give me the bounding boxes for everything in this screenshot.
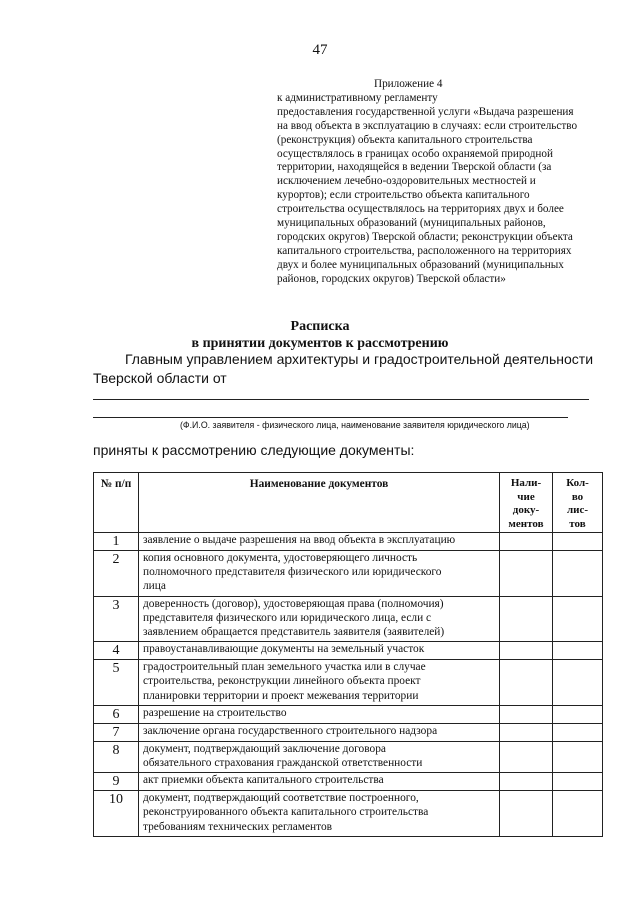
appendix-lines xyxy=(277,92,597,287)
document-name xyxy=(139,642,500,660)
document-name-line: полномочного представителя физического или юридического xyxy=(143,566,442,579)
appendix-line: предоставления государственной услуги «Выдача разрешения xyxy=(277,105,574,118)
appendix-line: двух и более муниципальных образований (муниципальных xyxy=(277,258,564,271)
table-row xyxy=(94,551,603,597)
sheets-cell[interactable] xyxy=(553,723,603,741)
appendix-line: городских округов) Тверской области; реконструкции объекта xyxy=(277,230,573,243)
receipt-title: Расписка xyxy=(290,319,350,334)
document-name xyxy=(139,741,500,772)
document-name xyxy=(139,551,500,597)
appendix-line: исключением лечебно-оздоровительных местностей и xyxy=(277,175,536,188)
table-row xyxy=(94,660,603,706)
document-name xyxy=(139,533,500,551)
table-row xyxy=(94,705,603,723)
document-name xyxy=(139,705,500,723)
document-name-line: разрешение на строительство xyxy=(143,706,287,719)
document-name xyxy=(139,596,500,642)
appendix-line: (реконструкция) объекта капитального строительства xyxy=(277,133,533,146)
documents-table-body xyxy=(94,533,603,837)
table-row xyxy=(94,596,603,642)
document-name-line: планировки территории и проект межевания территории xyxy=(143,689,419,702)
header-sheets: Кол- во лис- тов xyxy=(553,473,603,533)
document-name-line: обязательного страхования гражданской ответственности xyxy=(143,756,423,769)
header-presence: Нали- чие доку- ментов xyxy=(500,473,553,533)
document-name xyxy=(139,723,500,741)
presence-cell[interactable] xyxy=(500,705,553,723)
appendix-title: Приложение 4 xyxy=(374,78,443,90)
presence-cell[interactable] xyxy=(500,773,553,791)
document-name xyxy=(139,791,500,837)
documents-table xyxy=(93,472,603,837)
document-name-line: заявление о выдаче разрешения на ввод объекта в эксплуатацию xyxy=(143,534,456,546)
presence-cell[interactable] xyxy=(500,660,553,706)
document-name-line: копия основного документа, удостоверяющего личность xyxy=(143,552,418,564)
row-number: 5 xyxy=(94,660,139,706)
document-name-line: заключение органа государственного строительного надзора xyxy=(143,724,438,737)
row-number: 10 xyxy=(94,791,139,837)
fio-caption: (Ф.И.О. заявителя - физического лица, наименование заявителя юридического лица) xyxy=(180,420,530,430)
document-name-line: требованиям технических регламентов xyxy=(143,820,333,833)
document-name xyxy=(139,773,500,791)
presence-cell[interactable] xyxy=(500,791,553,837)
sheets-cell[interactable] xyxy=(553,596,603,642)
row-number: 3 xyxy=(94,596,139,642)
appendix-line: капитального строительства, расположенного на территориях xyxy=(277,244,572,257)
table-row xyxy=(94,723,603,741)
accepted-text: приняты к рассмотрению следующие документы: xyxy=(93,442,415,458)
sheets-cell[interactable] xyxy=(553,773,603,791)
row-number: 9 xyxy=(94,773,139,791)
presence-cell[interactable] xyxy=(500,551,553,597)
document-name-line: заявлением обращается представитель заявителя (заявителей) xyxy=(143,626,445,638)
document-name-line: документ, подтверждающий соответствие построенного, xyxy=(143,792,419,805)
row-number: 1 xyxy=(94,533,139,551)
document-name-line: доверенность (договор), удостоверяющая права (полномочия) xyxy=(143,597,444,610)
authority-text xyxy=(93,350,603,388)
appendix-line: муниципальных образований (муниципальных районов, xyxy=(277,217,546,230)
table-row xyxy=(94,533,603,551)
sheets-cell[interactable] xyxy=(553,642,603,660)
document-name-line: строительства, реконструкции линейного объекта проект xyxy=(143,675,421,688)
row-number: 7 xyxy=(94,723,139,741)
document-name-line: правоустанавливающие документы на земельный участок xyxy=(143,643,425,656)
appendix-line: курортов); если строительство объекта капитального xyxy=(277,189,530,202)
sheets-cell[interactable] xyxy=(553,791,603,837)
receipt-subtitle: в принятии документов к рассмотрению xyxy=(191,336,449,351)
presence-cell[interactable] xyxy=(500,741,553,772)
appendix-line: к административному регламенту xyxy=(277,91,438,104)
document-name-line: представителя физического или юридического лица, если с xyxy=(143,611,432,624)
sheets-cell[interactable] xyxy=(553,660,603,706)
applicant-line-1 xyxy=(93,399,589,400)
row-number: 4 xyxy=(94,642,139,660)
presence-cell[interactable] xyxy=(500,642,553,660)
header-name: Наименование документов xyxy=(139,473,500,533)
document-name-line: градостроительный план земельного участка или в случае xyxy=(143,661,426,674)
appendix-line: на ввод объекта в эксплуатацию в случаях: если строительство xyxy=(277,119,578,132)
authority-line-2: Тверской области от xyxy=(93,370,227,386)
appendix-block xyxy=(277,78,597,287)
appendix-line: районов, городских округов) Тверской области» xyxy=(277,272,506,285)
row-number: 6 xyxy=(94,705,139,723)
sheets-cell[interactable] xyxy=(553,533,603,551)
table-row xyxy=(94,773,603,791)
sheets-cell[interactable] xyxy=(553,551,603,597)
table-row xyxy=(94,791,603,837)
document-name-line: лица xyxy=(143,580,166,593)
header-num: № п/п xyxy=(94,473,139,533)
document-name-line: документ, подтверждающий заключение договора xyxy=(143,742,386,755)
appendix-line: осуществлялось в границах особо охраняемой природной xyxy=(277,147,553,160)
document-name-line: реконструированного объекта капитального строительства xyxy=(143,806,429,819)
row-number: 2 xyxy=(94,551,139,597)
table-row xyxy=(94,741,603,772)
row-number: 8 xyxy=(94,741,139,772)
presence-cell[interactable] xyxy=(500,723,553,741)
presence-cell[interactable] xyxy=(500,533,553,551)
sheets-cell[interactable] xyxy=(553,741,603,772)
page-number: 47 xyxy=(312,42,328,58)
appendix-line: территории, находящейся в ведении Тверской области (за xyxy=(277,161,552,174)
applicant-line-2 xyxy=(93,417,568,418)
document-name-line: акт приемки объекта капитального строительства xyxy=(143,774,384,787)
document-name xyxy=(139,660,500,706)
table-row xyxy=(94,642,603,660)
authority-line-1: Главным управлением архитектуры и градостроительной деятельности xyxy=(125,351,594,367)
presence-cell[interactable] xyxy=(500,596,553,642)
appendix-line: строительства осуществлялось на территориях двух и более xyxy=(277,203,564,216)
sheets-cell[interactable] xyxy=(553,705,603,723)
